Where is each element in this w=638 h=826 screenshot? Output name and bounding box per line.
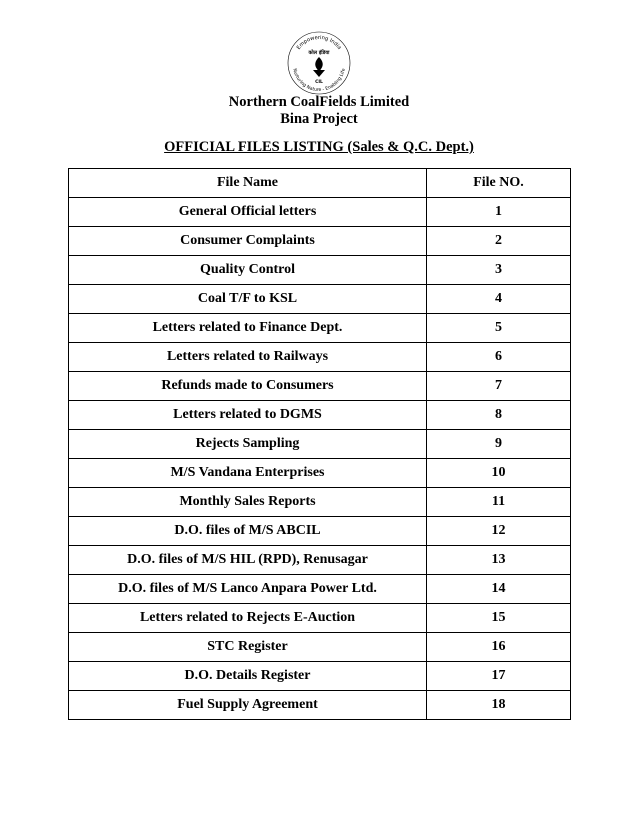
logo-flame-shape bbox=[315, 57, 322, 72]
file-number-cell: 18 bbox=[427, 691, 571, 720]
file-name-cell: Consumer Complaints bbox=[69, 227, 427, 256]
file-number-cell: 8 bbox=[427, 401, 571, 430]
table-row bbox=[69, 430, 571, 459]
file-name-cell: Letters related to Railways bbox=[69, 343, 427, 372]
file-name-cell: Coal T/F to KSL bbox=[69, 285, 427, 314]
project-name: Bina Project bbox=[280, 111, 358, 127]
file-name-cell: D.O. Details Register bbox=[69, 662, 427, 691]
file-number-cell: 17 bbox=[427, 662, 571, 691]
file-number-cell: 1 bbox=[427, 198, 571, 227]
organization-name: Northern CoalFields Limited bbox=[228, 94, 410, 110]
listing-title: OFFICIAL FILES LISTING (Sales & Q.C. Dept.) bbox=[164, 139, 474, 155]
file-number-cell: 16 bbox=[427, 633, 571, 662]
file-name-cell: Letters related to Rejects E-Auction bbox=[69, 604, 427, 633]
file-number-cell: 7 bbox=[427, 372, 571, 401]
table-row bbox=[69, 662, 571, 691]
table-row bbox=[69, 198, 571, 227]
table-row bbox=[69, 546, 571, 575]
file-name-cell: D.O. files of M/S HIL (RPD), Renusagar bbox=[69, 546, 427, 575]
file-number-cell: 10 bbox=[427, 459, 571, 488]
file-name-cell: Letters related to Finance Dept. bbox=[69, 314, 427, 343]
file-name-cell: Rejects Sampling bbox=[69, 430, 427, 459]
table-row bbox=[69, 488, 571, 517]
file-name-cell: M/S Vandana Enterprises bbox=[69, 459, 427, 488]
table-row bbox=[69, 575, 571, 604]
file-name-cell: Fuel Supply Agreement bbox=[69, 691, 427, 720]
logo-base-shape bbox=[313, 70, 325, 77]
logo-arc-bottom-text: Nurturing Nature - Enabling Life bbox=[291, 68, 347, 94]
table-row bbox=[69, 227, 571, 256]
table-row bbox=[69, 517, 571, 546]
table-row bbox=[69, 459, 571, 488]
table-row bbox=[69, 372, 571, 401]
file-number-cell: 9 bbox=[427, 430, 571, 459]
column-header-file-name: File Name bbox=[69, 169, 427, 198]
file-name-cell: Quality Control bbox=[69, 256, 427, 285]
table-header-row bbox=[69, 169, 571, 198]
file-number-cell: 3 bbox=[427, 256, 571, 285]
coal-india-emblem-icon bbox=[286, 30, 352, 96]
logo-arc-top-text: Empowering India bbox=[295, 34, 343, 51]
table-row bbox=[69, 691, 571, 720]
logo-center-bottom-text: CIL bbox=[315, 80, 323, 85]
table-row bbox=[69, 604, 571, 633]
file-name-cell: General Official letters bbox=[69, 198, 427, 227]
table-row bbox=[69, 633, 571, 662]
file-name-cell: Monthly Sales Reports bbox=[69, 488, 427, 517]
file-number-cell: 2 bbox=[427, 227, 571, 256]
column-header-file-no: File NO. bbox=[427, 169, 571, 198]
file-number-cell: 14 bbox=[427, 575, 571, 604]
table-row bbox=[69, 256, 571, 285]
file-name-cell: Letters related to DGMS bbox=[69, 401, 427, 430]
file-number-cell: 5 bbox=[427, 314, 571, 343]
file-number-cell: 4 bbox=[427, 285, 571, 314]
file-name-cell: STC Register bbox=[69, 633, 427, 662]
file-name-cell: D.O. files of M/S ABCIL bbox=[69, 517, 427, 546]
file-name-cell: D.O. files of M/S Lanco Anpara Power Ltd. bbox=[69, 575, 427, 604]
file-number-cell: 6 bbox=[427, 343, 571, 372]
file-number-cell: 13 bbox=[427, 546, 571, 575]
files-table bbox=[68, 168, 571, 720]
table-row bbox=[69, 401, 571, 430]
logo-center-top-text: कोल इंडिया bbox=[308, 50, 330, 56]
table-row bbox=[69, 285, 571, 314]
file-number-cell: 15 bbox=[427, 604, 571, 633]
file-number-cell: 12 bbox=[427, 517, 571, 546]
file-name-cell: Refunds made to Consumers bbox=[69, 372, 427, 401]
company-logo bbox=[286, 30, 352, 96]
table-row bbox=[69, 343, 571, 372]
file-number-cell: 11 bbox=[427, 488, 571, 517]
table-row bbox=[69, 314, 571, 343]
